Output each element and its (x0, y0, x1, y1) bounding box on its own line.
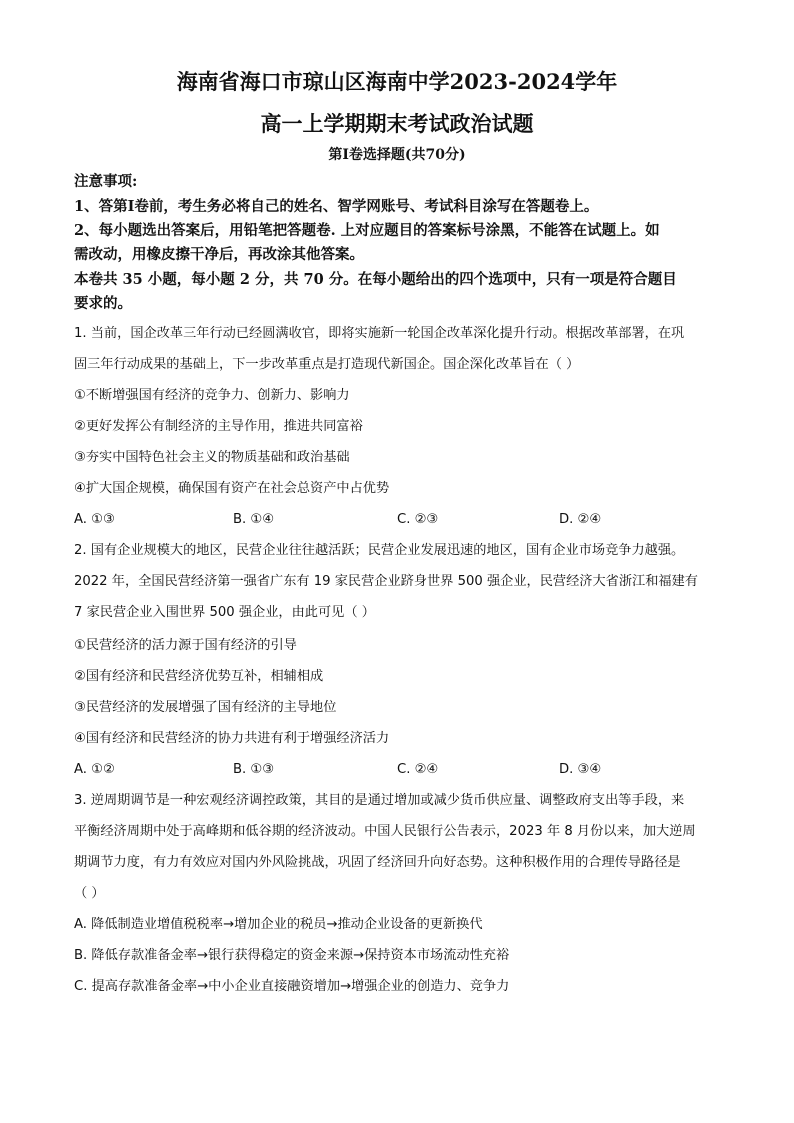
notice-heading: 注意事项: (74, 173, 138, 190)
q3-stem-a: 3. 逆周期调节是一种宏观经济调控政策，其目的是通过增加或减少货币供应量、调整政府支出等手段，来 (74, 793, 685, 808)
q3-option-b: B. 降低存款准备金率→银行获得稳定的资金来源→保持资本市场流动性充裕 (74, 948, 510, 963)
q2-statement-4: ④国有经济和民营经济的协力共进有利于增强经济活力 (74, 731, 390, 746)
notice-item-1: 1、答第Ⅰ卷前，考生务必将自己的姓名、智学网账号、考试科目涂写在答题卷上。 (74, 198, 599, 215)
q2-statement-3: ③民营经济的发展增强了国有经济的主导地位 (74, 700, 337, 715)
section-heading: 第Ⅰ卷选择题(共70分) (328, 147, 466, 163)
q1-option-c: C. ②③ (397, 512, 439, 527)
notice-item-2a: 2、每小题选出答案后，用铅笔把答题卷. 上对应题目的答案标号涂黑，不能答在试题上。如 (74, 222, 660, 239)
q2-option-a: A. ①② (74, 762, 115, 777)
q2-stem-c: 7 家民营企业入围世界 500 强企业，由此可见（ ） (74, 605, 375, 620)
q2-stem-a: 2. 国有企业规模大的地区，民营企业往往越活跃；民营企业发展迅速的地区，国有企业市场竞争力越强。 (74, 543, 685, 558)
q3-option-c: C. 提高存款准备金率→中小企业直接融资增加→增强企业的创造力、竞争力 (74, 979, 510, 994)
q1-statement-4: ④扩大国企规模，确保国有资产在社会总资产中占优势 (74, 481, 390, 496)
q2-stem-b: 2022 年，全国民营经济第一强省广东有 19 家民营企业跻身世界 500 强企业，民营经济大省浙江和福建有 (74, 574, 698, 589)
q1-option-b: B. ①④ (233, 512, 275, 527)
q1-statement-2: ②更好发挥公有制经济的主导作用，推进共同富裕 (74, 419, 363, 434)
q2-statement-2: ②国有经济和民营经济优势互补，相辅相成 (74, 669, 324, 684)
q1-option-d: D. ②④ (559, 512, 602, 527)
exam-title-line2: 高一上学期期末考试政治试题 (260, 111, 534, 136)
q1-option-a: A. ①③ (74, 512, 115, 527)
q3-option-a: A. 降低制造业增值税税率→增加企业的税员→推动企业设备的更新换代 (74, 917, 483, 932)
notice-item-2b: 需改动，用橡皮擦干净后，再改涂其他答案。 (74, 246, 364, 263)
q1-stem-a: 1. 当前，国企改革三年行动已经圆满收官，即将实施新一轮国企改革深化提升行动。根据改革部署，在巩 (74, 326, 685, 341)
q2-statement-1: ①民营经济的活力源于国有经济的引导 (74, 638, 297, 653)
q1-stem-b: 固三年行动成果的基础上，下一步改革重点是打造现代新国企。国企深化改革旨在（ ） (74, 357, 580, 372)
q3-stem-c: 期调节力度，有力有效应对国内外风险挑战，巩固了经济回升向好态势。这种积极作用的合理传导路径是 (74, 855, 681, 870)
q3-stem-b: 平衡经济周期中处于高峰期和低谷期的经济波动。中国人民银行公告表示，2023 年 8 月份以来，加大逆周 (74, 824, 696, 839)
scope-line-b: 要求的。 (74, 295, 132, 312)
exam-title-line1: 海南省海口市琼山区海南中学2023-2024学年 (176, 69, 618, 94)
q1-statement-1: ①不断增强国有经济的竞争力、创新力、影响力 (74, 388, 350, 403)
q3-stem-d: （ ） (74, 886, 105, 901)
q2-option-d: D. ③④ (559, 762, 602, 777)
q2-option-c: C. ②④ (397, 762, 439, 777)
q1-statement-3: ③夯实中国特色社会主义的物质基础和政治基础 (74, 450, 350, 465)
q2-option-b: B. ①③ (233, 762, 275, 777)
scope-line-a: 本卷共 35 小题，每小题 2 分，共 70 分。在每小题给出的四个选项中，只有一项是符合题目 (74, 271, 677, 288)
